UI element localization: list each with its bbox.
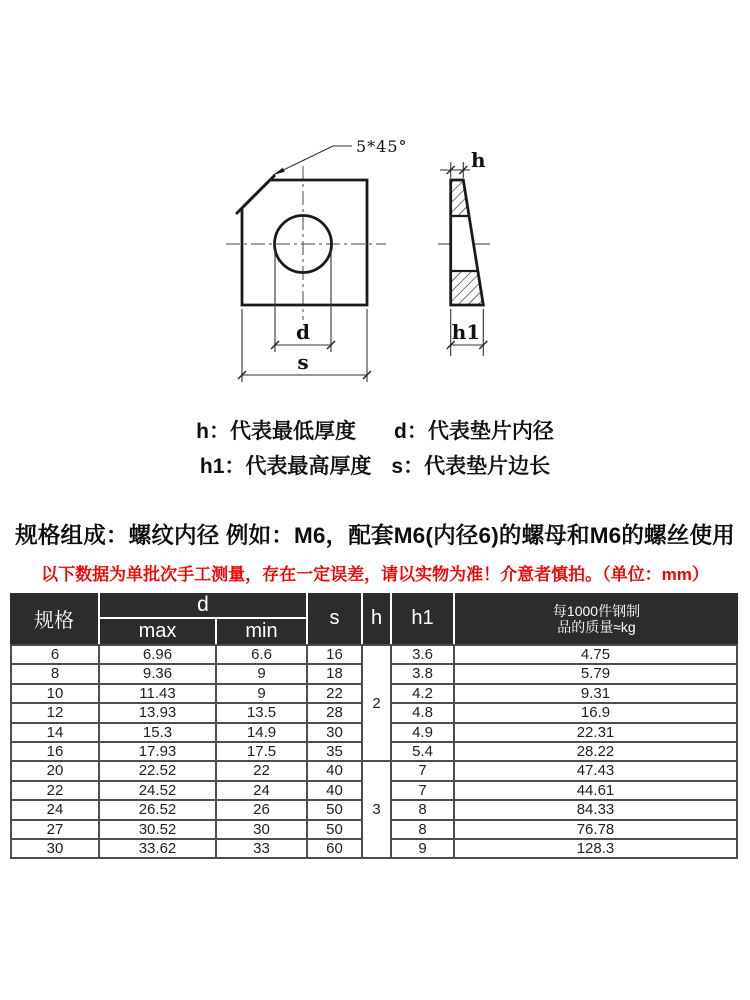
cell-dmax: 24.52 — [100, 782, 217, 801]
header-h: h — [363, 593, 392, 644]
cell-dmax: 6.96 — [100, 644, 217, 665]
cell-dmax: 17.93 — [100, 743, 217, 762]
cell-spec: 22 — [10, 782, 100, 801]
chamfer-label: 5*45° — [356, 137, 408, 156]
cell-spec: 14 — [10, 724, 100, 743]
table-group-2 — [10, 762, 738, 859]
cell-dmin: 9 — [217, 685, 308, 704]
cell-h1: 4.9 — [392, 724, 455, 743]
cell-s: 50 — [308, 801, 363, 820]
cell-s: 40 — [308, 782, 363, 801]
cell-weight: 47.43 — [455, 762, 738, 781]
cell-weight: 128.3 — [455, 840, 738, 859]
header-weight-line1: 每1000件钢制 — [552, 602, 641, 619]
cell-dmin: 24 — [217, 782, 308, 801]
h-label: h — [471, 148, 486, 172]
cell-s: 40 — [308, 762, 363, 781]
cell-spec: 12 — [10, 704, 100, 723]
cell-dmax: 13.93 — [100, 704, 217, 723]
spec-composition-line: 规格组成：螺纹内径 例如：M6，配套M6(内径6)的螺母和M6的螺丝使用 — [15, 523, 735, 548]
cell-s: 18 — [308, 665, 363, 684]
cell-weight: 9.31 — [455, 685, 738, 704]
cell-s: 28 — [308, 704, 363, 723]
header-weight — [455, 593, 738, 644]
table-group-1 — [10, 644, 738, 762]
cell-dmin: 30 — [217, 821, 308, 840]
cell-spec: 27 — [10, 821, 100, 840]
header-spec: 规格 — [10, 593, 100, 644]
cell-dmax: 26.52 — [100, 801, 217, 820]
cell-weight: 4.75 — [455, 644, 738, 665]
cell-dmin: 13.5 — [217, 704, 308, 723]
header-weight-line2: 品的质量≈kg — [557, 618, 636, 635]
cell-dmax: 33.62 — [100, 840, 217, 859]
cell-dmin: 22 — [217, 762, 308, 781]
spec-table — [10, 593, 738, 859]
dimension-h — [440, 148, 486, 178]
washer-technical-drawing — [0, 0, 750, 400]
cell-h1: 3.6 — [392, 644, 455, 665]
chamfer-edge — [237, 176, 274, 213]
d-label: d — [296, 320, 310, 344]
cell-h1: 8 — [392, 821, 455, 840]
table-header — [10, 593, 738, 644]
cell-dmax: 11.43 — [100, 685, 217, 704]
cell-spec: 30 — [10, 840, 100, 859]
cell-dmin: 14.9 — [217, 724, 308, 743]
header-s: s — [308, 593, 363, 644]
cell-weight: 5.79 — [455, 665, 738, 684]
table-row — [10, 644, 738, 665]
cell-spec: 6 — [10, 644, 100, 665]
cell-s: 16 — [308, 644, 363, 665]
cell-weight: 16.9 — [455, 704, 738, 723]
cell-weight: 76.78 — [455, 821, 738, 840]
legend-line-1 — [0, 414, 750, 449]
legend-line-2 — [0, 449, 750, 484]
cell-dmax: 30.52 — [100, 821, 217, 840]
cell-s: 50 — [308, 821, 363, 840]
header-dmax: max — [100, 619, 217, 644]
legend-d: d：代表垫片内径 — [394, 420, 554, 443]
cell-dmin: 6.6 — [217, 644, 308, 665]
s-label: s — [297, 350, 309, 374]
cell-dmax: 9.36 — [100, 665, 217, 684]
chamfer-leader — [273, 137, 408, 175]
cell-spec: 20 — [10, 762, 100, 781]
cell-dmin: 26 — [217, 801, 308, 820]
header-dmin: min — [217, 619, 308, 644]
cell-s: 30 — [308, 724, 363, 743]
washer-outline — [242, 180, 367, 305]
cell-weight: 84.33 — [455, 801, 738, 820]
cell-s: 60 — [308, 840, 363, 859]
legend-s: s：代表垫片边长 — [391, 455, 551, 478]
cell-spec: 16 — [10, 743, 100, 762]
cell-h-merged: 2 — [363, 644, 392, 762]
cell-weight: 28.22 — [455, 743, 738, 762]
cell-weight: 22.31 — [455, 724, 738, 743]
cell-spec: 24 — [10, 801, 100, 820]
side-view — [438, 148, 490, 356]
cell-h1: 4.8 — [392, 704, 455, 723]
cell-h1: 7 — [392, 762, 455, 781]
cell-dmax: 22.52 — [100, 762, 217, 781]
cell-h1: 9 — [392, 840, 455, 859]
legend-h1: h1：代表最高厚度 — [199, 455, 372, 478]
cell-weight: 44.61 — [455, 782, 738, 801]
dimension-legend — [0, 414, 750, 484]
measurement-warning-line: 以下数据为单批次手工测量，存在一定误差，请以实物为准！介意者慎拍。（单位：mm） — [41, 565, 709, 584]
cell-dmax: 15.3 — [100, 724, 217, 743]
cell-s: 35 — [308, 743, 363, 762]
cell-dmin: 9 — [217, 665, 308, 684]
front-view — [226, 137, 408, 382]
h1-label: h1 — [451, 320, 481, 344]
cell-h-merged: 3 — [363, 762, 392, 859]
dimension-h1 — [447, 309, 488, 356]
cell-h1: 5.4 — [392, 743, 455, 762]
cell-h1: 7 — [392, 782, 455, 801]
cell-dmin: 17.5 — [217, 743, 308, 762]
cell-spec: 10 — [10, 685, 100, 704]
cell-s: 22 — [308, 685, 363, 704]
cell-h1: 4.2 — [392, 685, 455, 704]
cell-spec: 8 — [10, 665, 100, 684]
cell-dmin: 33 — [217, 840, 308, 859]
table-row — [10, 762, 738, 781]
header-d: d — [100, 593, 308, 619]
cell-h1: 8 — [392, 801, 455, 820]
legend-h: h：代表最低厚度 — [196, 420, 356, 443]
header-h1: h1 — [392, 593, 455, 644]
cell-h1: 3.8 — [392, 665, 455, 684]
